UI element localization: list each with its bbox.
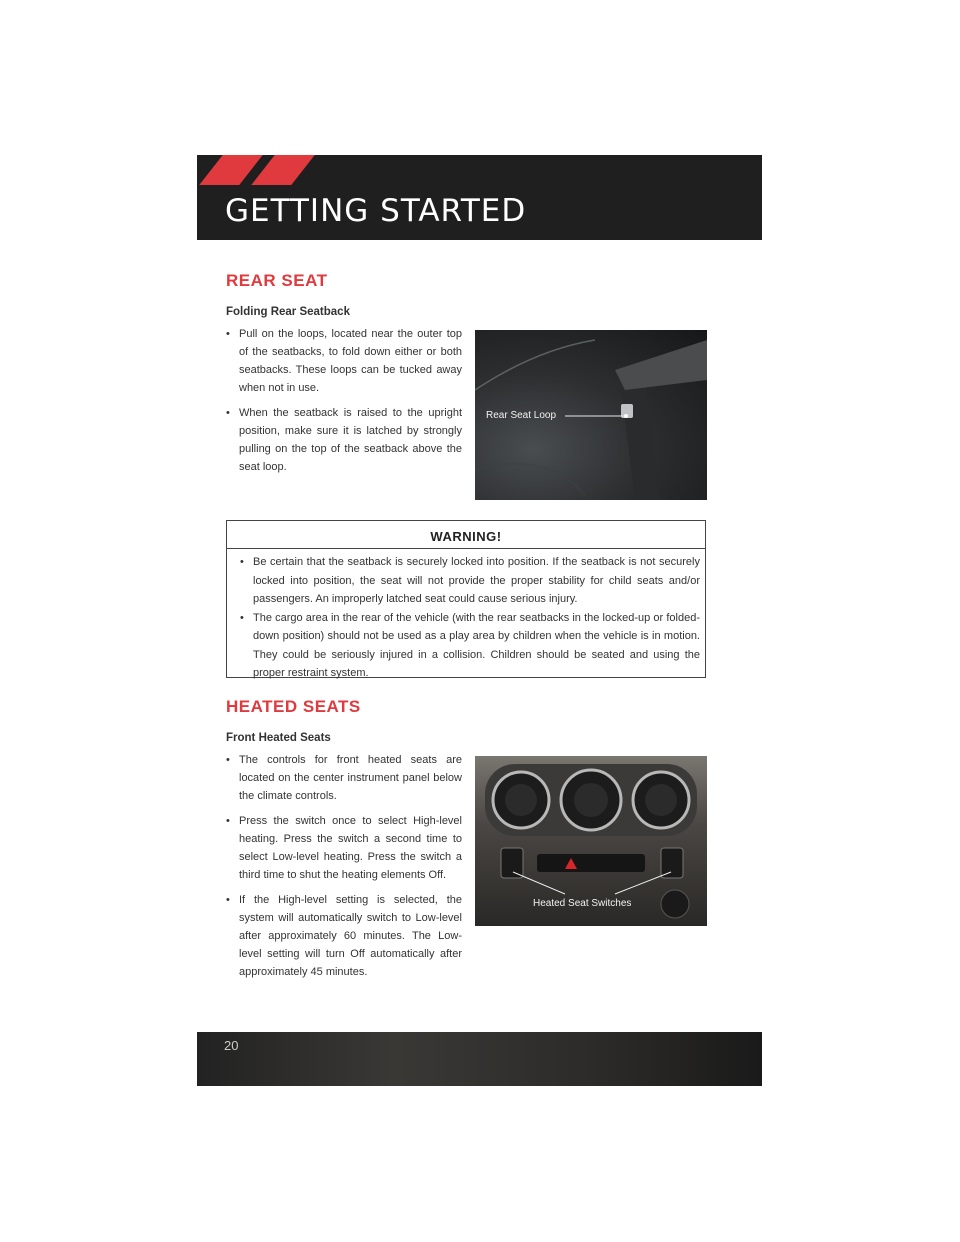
warning-title: WARNING! <box>430 529 502 544</box>
bullet-glyph: • <box>240 556 244 568</box>
heated-seats-title: HEATED SEATS <box>226 697 361 716</box>
red-stripe-2 <box>251 155 314 185</box>
page-footer <box>197 1032 762 1086</box>
list-item: • Pull on the loops, located near the outer top of the seatbacks, to fold down either or both seatbacks. These loops can be tucked away when not in use. <box>226 325 462 397</box>
header-title: GETTING STARTED <box>225 193 527 229</box>
heated-seat-switches-label: Heated Seat Switches <box>533 898 632 909</box>
bullet-glyph: • <box>226 754 230 766</box>
warning-bullets <box>240 553 700 683</box>
rear-seat-subtitle: Folding Rear Seatback <box>226 306 350 318</box>
list-item: • If the High-level setting is selected, the system will automatically switch to Low-level after approximately 60 minutes. The Low-level setting will turn Off automatically after approximately 45 minutes. <box>226 891 462 981</box>
rear-seat-loop-label: Rear Seat Loop <box>486 410 557 421</box>
bullet-glyph: • <box>226 407 230 419</box>
heated-seats-subtitle: Front Heated Seats <box>226 732 331 744</box>
list-item: • The controls for front heated seats are located on the center instrument panel below the climate controls. <box>226 751 462 805</box>
list-item: • The cargo area in the rear of the vehicle (with the rear seatbacks in the locked-up or folded-down position) should not be used as a play area by children when the vehicle is in motion. They could be seriously injured in a collision. Children should be seated and using the proper restraint system. <box>240 609 700 683</box>
bullet-glyph: • <box>226 815 230 827</box>
heated-seat-switches-photo <box>475 756 707 926</box>
rear-seat-title: REAR SEAT <box>226 271 328 290</box>
list-item: • Press the switch once to select High-level heating. Press the switch a second time to select Low-level heating. Press the switch a third time to shut the heating elements Off. <box>226 812 462 884</box>
section-header <box>197 155 762 240</box>
warning-divider <box>227 548 705 549</box>
heated-seats-bullets <box>226 751 462 988</box>
bullet-glyph: • <box>240 611 244 624</box>
list-item: • Be certain that the seatback is securely locked into position. If the seatback is not securely locked into position, the seat will not provide the proper stability for child seats and/or passengers. An improperly latched seat could cause serious injury. <box>240 553 700 609</box>
rear-seat-loop-photo <box>475 330 707 500</box>
warning-box <box>226 520 706 678</box>
bullet-glyph: • <box>226 328 230 340</box>
page-number: 20 <box>224 1038 239 1053</box>
bullet-glyph: • <box>226 894 230 906</box>
list-item: • When the seatback is raised to the upright position, make sure it is latched by strongly pulling on the top of the seatback above the seat loop. <box>226 404 462 476</box>
rear-seat-bullets <box>226 325 462 483</box>
